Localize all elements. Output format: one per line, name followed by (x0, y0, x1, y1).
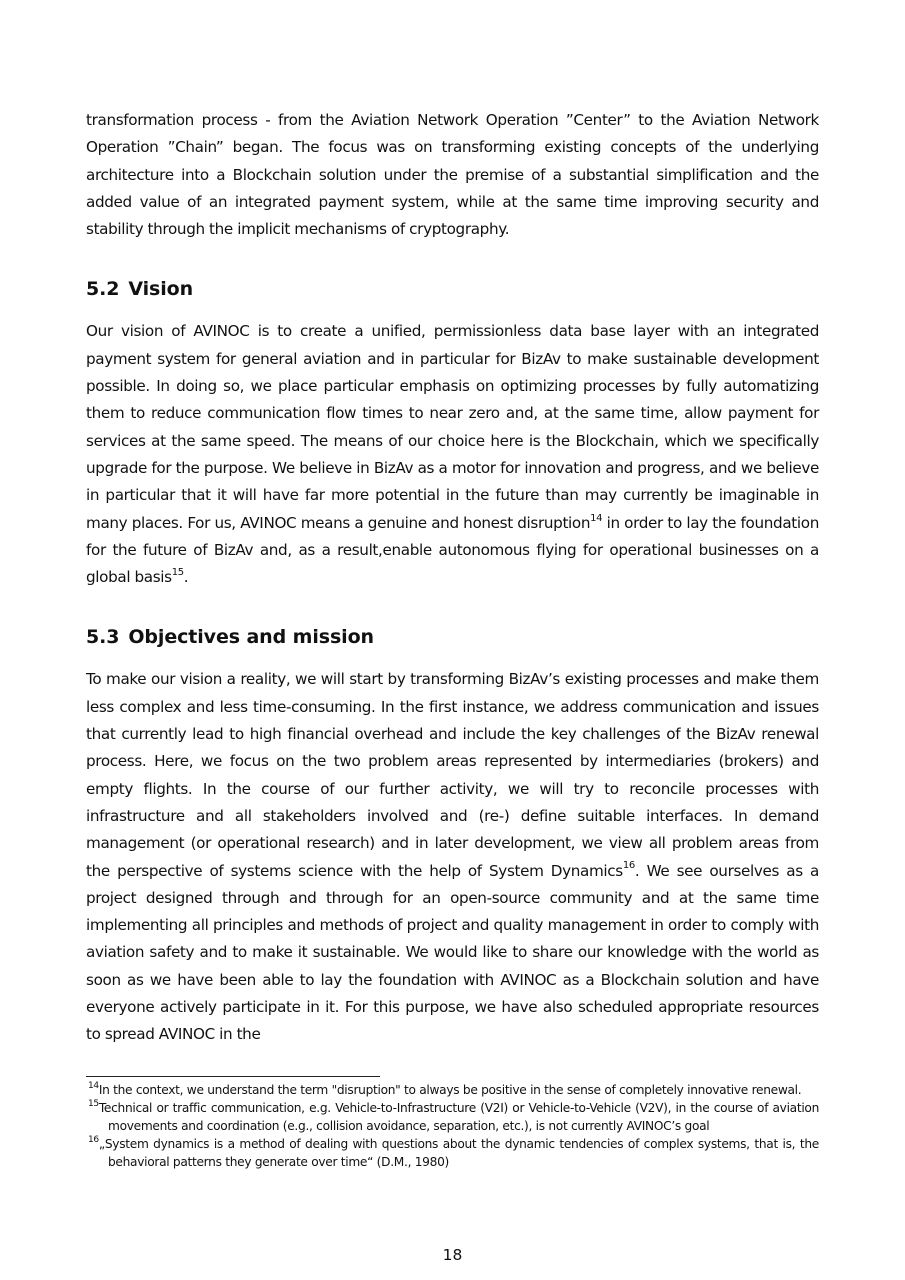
section-heading-objectives (86, 625, 819, 649)
vision-text-part-2: in order to lay the foundation for the future of BizAv and, as a result,enable autonomous flying for operational businesses on a global basis (86, 513, 819, 587)
footnote-divider (86, 1076, 380, 1077)
section-title: Vision (128, 278, 194, 301)
footnote-ref-14[interactable]: 14 (590, 512, 603, 524)
page-body (86, 107, 819, 1049)
footnote-text: „System dynamics is a method of dealing with questions about the dynamic tendencies of complex systems, that is, the behavioral patterns they generate over time“ (D.M., 1980) (98, 1137, 819, 1169)
objectives-text-part-2: . We see ourselves as a project designed through and through for an open-source community and at the same time implementing all principles and methods of project and quality management in order to comply with aviation safety and to make it sustainable. We would like to share our knowledge with the world as soon as we have been able to lay the foundation with AVINOC as a Blockchain solution and have everyone actively participate in it. For this purpose, we have also scheduled appropriate resources to spread AVINOC in the (86, 861, 819, 1044)
footnote-mark: 15 (88, 1099, 99, 1110)
section-number: 5.2 (86, 278, 120, 301)
objectives-paragraph (86, 666, 819, 1048)
footnote-14 (86, 1082, 819, 1099)
footnote-15 (86, 1100, 819, 1135)
footnote-mark: 16 (88, 1135, 99, 1146)
vision-text-part-1: Our vision of AVINOC is to create a unified, permissionless data base layer with an integrated payment system for general aviation and in particular for BizAv to make sustainable development possible. In doing so, we place particular emphasis on optimizing processes by fully automatizing them to reduce communication flow times to near zero and, at the same time, allow payment for services at the same speed. The means of our choice here is the Blockchain, which we specifically upgrade for the purpose. We believe in BizAv as a motor for innovation and progress, and we believe in particular that it will have far more potential in the future than may currently be imaginable in many places. For us, AVINOC means a genuine and honest disruption (86, 322, 819, 532)
section-title: Objectives and mission (128, 626, 374, 649)
intro-paragraph: transformation process - from the Aviation Network Operation ”Center” to the Aviation Network Operation ”Chain” began. The focus was on transforming existing concepts of the underlying architecture into a Blockchain solution under the premise of a substantial simplification and the added value of an integrated payment system, while at the same time improving security and stability through the implicit mechanisms of cryptography. (86, 111, 819, 239)
footnote-text: In the context, we understand the term "disruption" to always be positive in the sense of completely innovative renewal. (98, 1083, 802, 1097)
vision-paragraph (86, 318, 819, 591)
footnote-16 (86, 1136, 819, 1171)
vision-text-part-3: . (183, 568, 189, 587)
footnote-ref-16[interactable]: 16 (622, 860, 635, 872)
section-number: 5.3 (86, 626, 120, 649)
objectives-text-part-1: To make our vision a reality, we will start by transforming BizAv’s existing processes and make them less complex and less time-consuming. In the first instance, we address communication and issues that currently lead to high financial overhead and include the key challenges of the BizAv renewal process. Here, we focus on the two problem areas represented by intermediaries (brokers) and empty flights. In the course of our further activity, we will try to reconcile processes with infrastructure and all stakeholders involved and (re-) define suitable interfaces. In demand management (or operational research) and in later development, we view all problem areas from the perspective of systems science with the help of System Dynamics (86, 670, 819, 880)
footnotes-section (86, 1076, 819, 1172)
page-number: 18 (442, 1246, 463, 1264)
section-heading-vision (86, 277, 819, 301)
footnote-mark: 14 (88, 1080, 99, 1091)
footnote-text: Technical or traffic communication, e.g. Vehicle-to-Infrastructure (V2I) or Vehicle-to-Vehicle (V2V), in the course of aviation movements and coordination (e.g., collision avoidance, separation, etc.), is not currently AVINOC’s goal (98, 1101, 819, 1133)
footnote-ref-15[interactable]: 15 (171, 567, 184, 579)
